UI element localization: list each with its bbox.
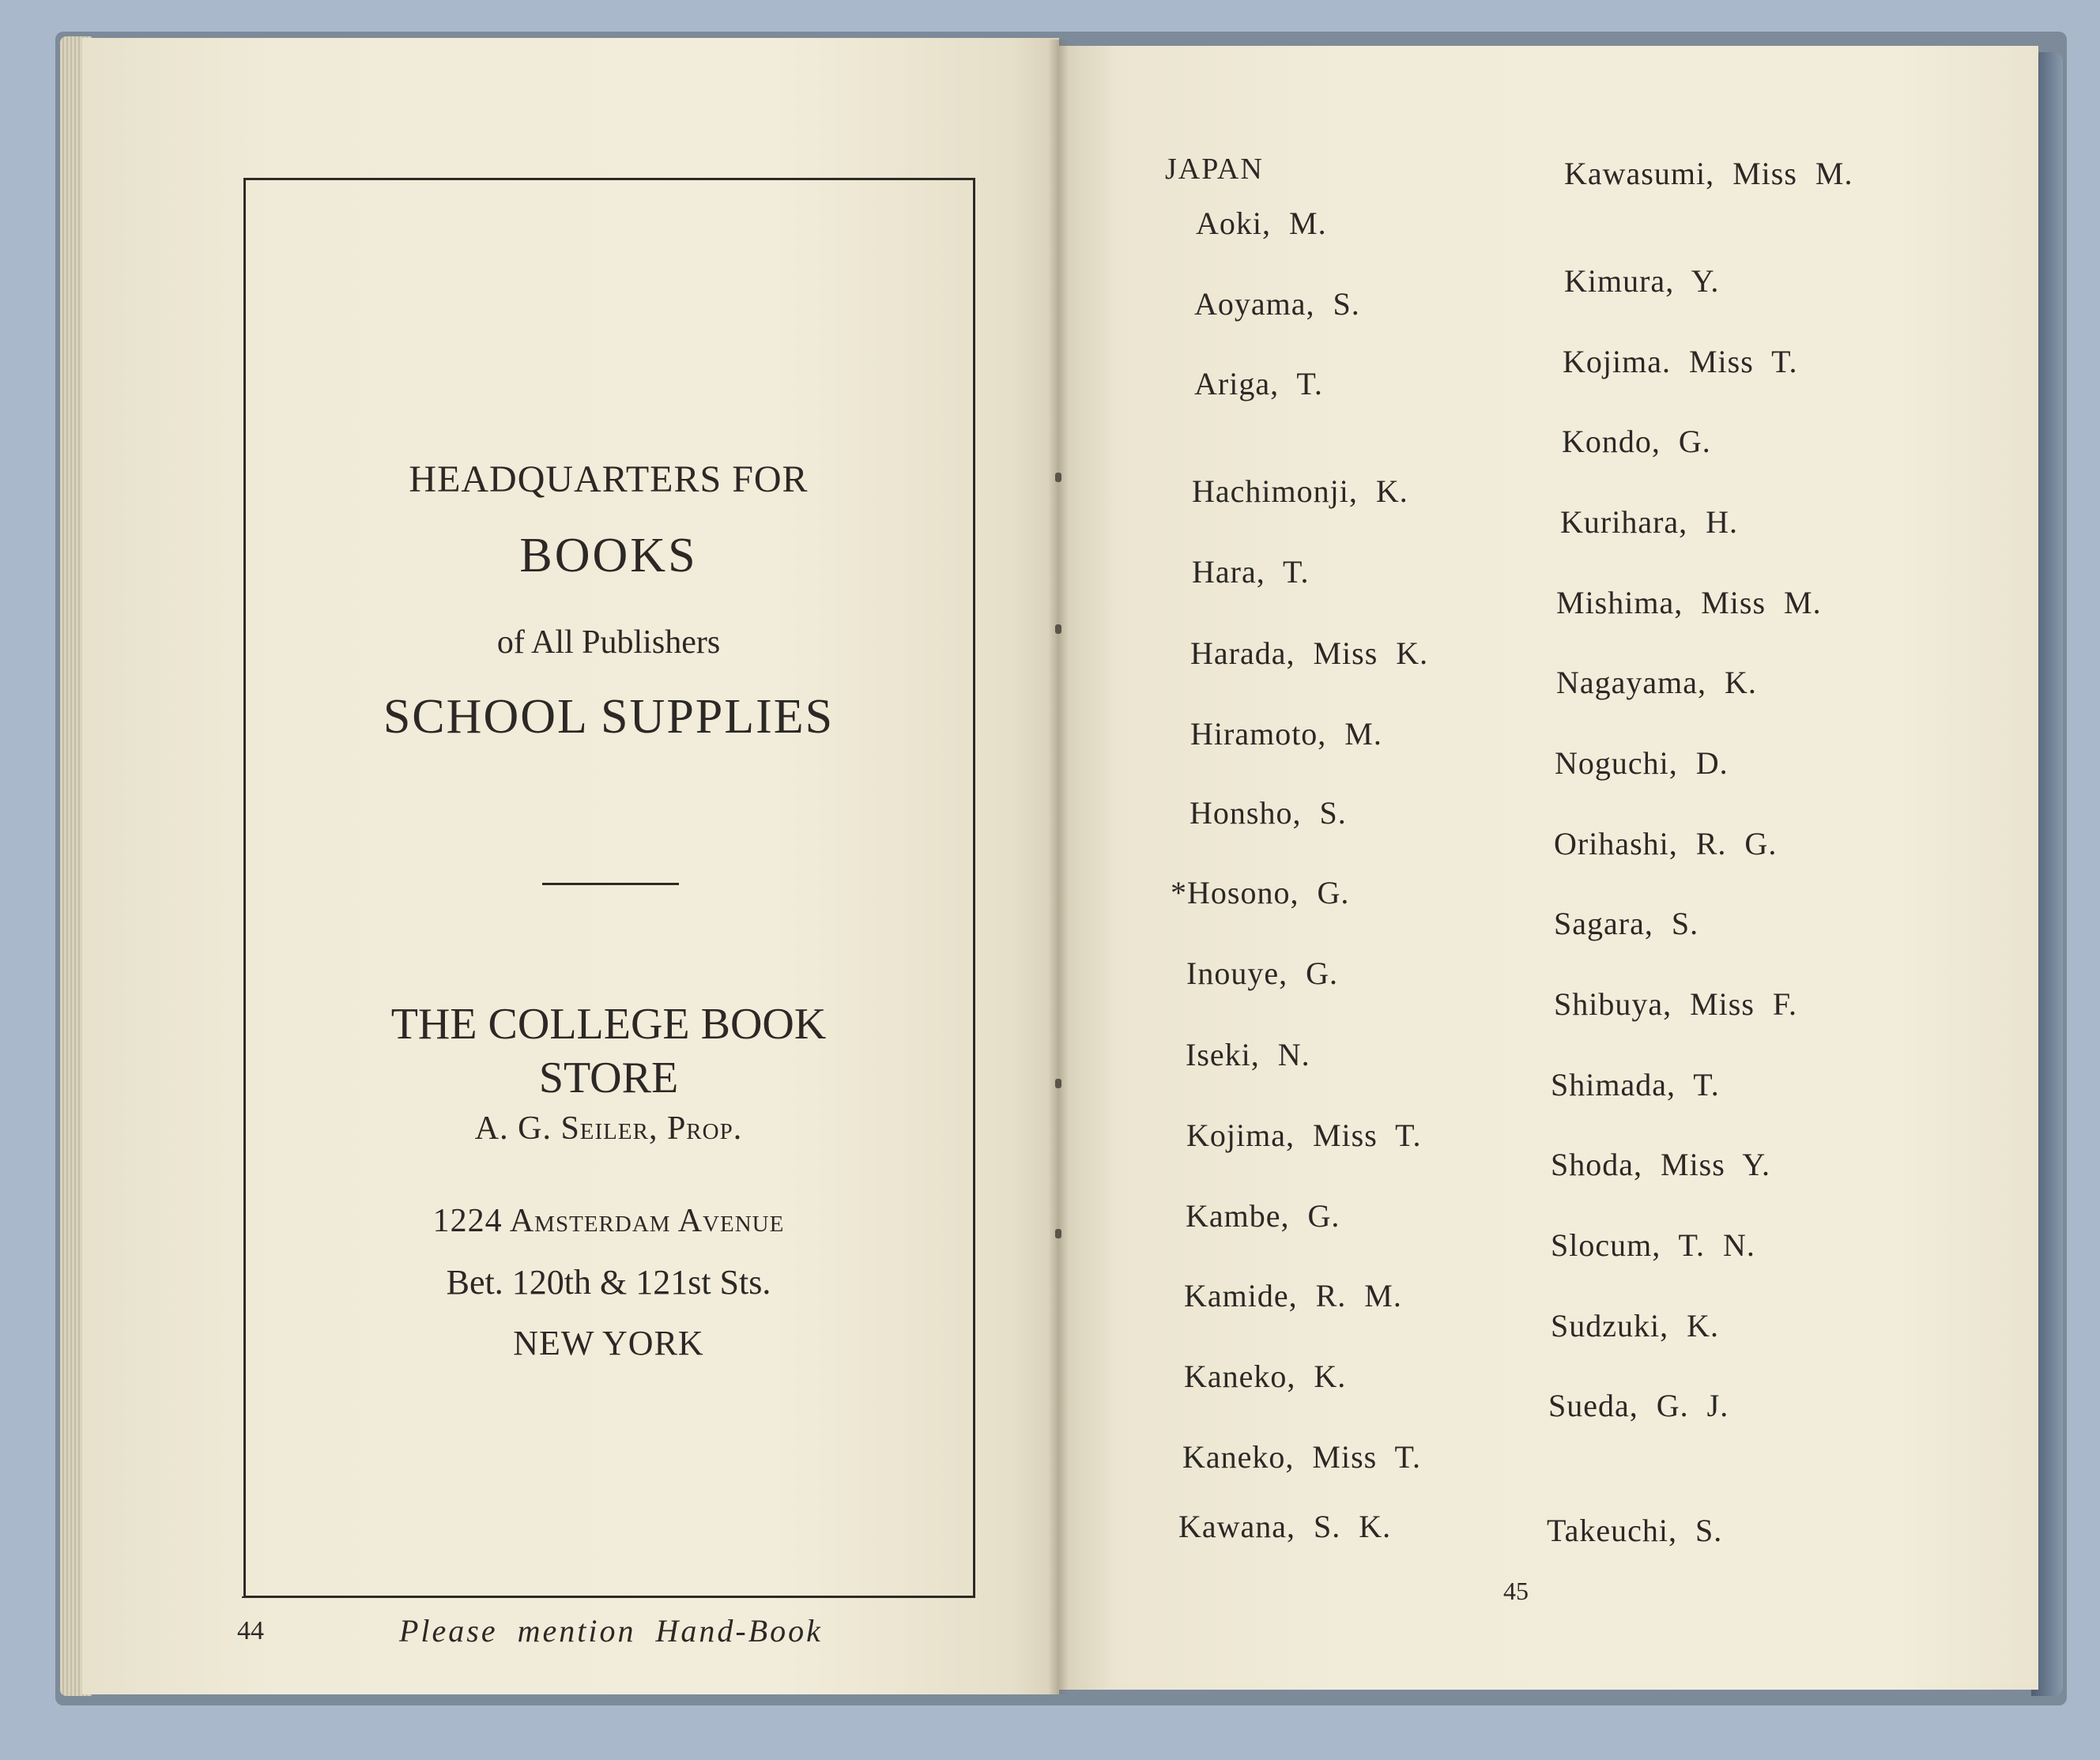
list-item: Harada, Miss K.: [1190, 635, 1429, 671]
list-item: *Hosono, G.: [1171, 875, 1350, 910]
list-item: Orihashi, R. G.: [1554, 826, 1778, 861]
list-item: Takeuchi, S.: [1547, 1513, 1723, 1548]
store-cross-streets: Bet. 120th & 121st Sts.: [446, 1263, 771, 1302]
list-item: Mishima, Miss M.: [1556, 585, 1822, 620]
store-proprietor: A. G. Seiler, Prop.: [474, 1110, 743, 1147]
list-item: Kurihara, H.: [1560, 504, 1739, 540]
ad-publishers: of All Publishers: [496, 624, 721, 661]
footer-rule: [242, 1596, 975, 1598]
ad-school-supplies: SCHOOL SUPPLIES: [383, 690, 835, 744]
list-item: Aoyama, S.: [1194, 286, 1360, 322]
binding-stitch: [1055, 1079, 1061, 1088]
list-item: Shimada, T.: [1551, 1067, 1720, 1102]
list-item: Kawana, S. K.: [1178, 1509, 1392, 1544]
list-item: Aoki, M.: [1196, 205, 1327, 241]
list-item: Inouye, G.: [1186, 955, 1338, 991]
binding-stitch: [1055, 473, 1061, 482]
list-item: Noguchi, D.: [1555, 745, 1729, 781]
list-item: Kamide, R. M.: [1184, 1278, 1402, 1313]
list-item: Kaneko, Miss T.: [1182, 1439, 1421, 1475]
advertisement-frame: [243, 178, 975, 1598]
list-item: Kojima. Miss T.: [1563, 344, 1798, 379]
store-name-line2: STORE: [538, 1053, 679, 1102]
list-item: Kojima, Miss T.: [1186, 1117, 1422, 1153]
list-item: Slocum, T. N.: [1551, 1227, 1755, 1263]
ad-books: BOOKS: [519, 529, 698, 582]
binding-stitch: [1055, 1229, 1061, 1238]
list-item: Shoda, Miss Y.: [1551, 1147, 1771, 1182]
list-item: Kawasumi, Miss M.: [1564, 156, 1853, 191]
store-address: 1224 Amsterdam Avenue: [432, 1203, 785, 1239]
footer-note: Please mention Hand-Book: [399, 1613, 823, 1649]
ad-headline: HEADQUARTERS FOR: [409, 458, 809, 500]
list-item: Sagara, S.: [1554, 906, 1699, 941]
list-item: Ariga, T.: [1194, 366, 1323, 401]
ad-divider: [542, 883, 679, 885]
list-item: Kimura, Y.: [1564, 263, 1720, 299]
page-number-left: 44: [237, 1616, 264, 1645]
list-item: Kondo, G.: [1562, 424, 1711, 459]
section-heading: JAPAN: [1165, 153, 1264, 186]
list-item: Hachimonji, K.: [1192, 473, 1408, 509]
list-item: Sueda, G. J.: [1548, 1388, 1729, 1423]
store-city: NEW YORK: [513, 1324, 704, 1362]
list-item: Sudzuki, K.: [1551, 1308, 1719, 1344]
binding-stitch: [1055, 624, 1061, 634]
list-item: Kaneko, K.: [1184, 1359, 1347, 1394]
store-name-line1: THE COLLEGE BOOK: [390, 1000, 827, 1049]
book-spine: [1048, 40, 1069, 1694]
page-number-right: 45: [1503, 1577, 1529, 1605]
list-item: Hiramoto, M.: [1190, 716, 1382, 752]
list-item: Iseki, N.: [1186, 1037, 1310, 1072]
list-item: Nagayama, K.: [1556, 665, 1757, 700]
list-item: Hara, T.: [1192, 554, 1310, 590]
list-item: Shibuya, Miss F.: [1554, 986, 1797, 1022]
list-item: Kambe, G.: [1186, 1198, 1340, 1234]
list-item: Honsho, S.: [1189, 795, 1347, 831]
